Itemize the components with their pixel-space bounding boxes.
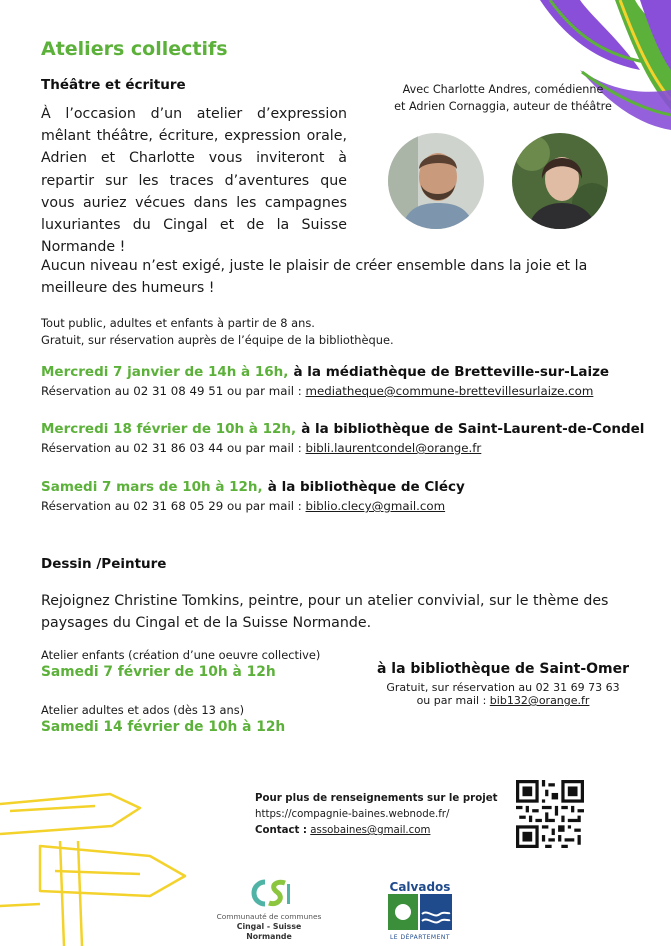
theatre-note: Aucun niveau n’est exigé, juste le plaisir de créer ensemble dans la joie et la meilleure des humeurs ! [41, 258, 588, 296]
ados-date: Samedi 14 février de 10h à 12h [41, 719, 286, 735]
session-place: à la bibliothèque de Saint-Laurent-de-Condel [301, 421, 645, 437]
logo-calvados [385, 880, 455, 941]
photo-charlotte [512, 133, 608, 229]
atelier-enfants [41, 647, 320, 680]
public-info [41, 315, 394, 349]
saint-omer-resa-2: ou par mail : [416, 694, 487, 707]
theatre-intro: À l’occasion d’un atelier d’expression mêlant théâtre, écriture, expression orale, Adrien et Charlotte vous inviteront à repartir sur les traces d’aventures que vous auriez vécues dans les campagnes luxuriantes du Cingal et de la Suisse Normande ! [41, 106, 347, 256]
session-place: à la bibliothèque de Clécy [267, 479, 465, 495]
cingal-line-2: Cingal - Suisse Normande [236, 922, 302, 941]
dessin-title: Dessin /Peinture [41, 556, 167, 572]
qr-code[interactable] [516, 780, 584, 848]
saint-omer-block [368, 661, 638, 707]
session-mail-link[interactable]: bibli.laurentcondel@orange.fr [305, 441, 482, 455]
leaves-decoration [520, 0, 671, 140]
public-line-2: Gratuit, sur réservation auprès de l’équipe de la bibliothèque. [41, 333, 394, 347]
caption-line-1: Avec Charlotte Andres, comédienne [402, 83, 604, 96]
session-3 [41, 476, 465, 513]
session-date: Samedi 7 mars de 10h à 12h, [41, 479, 263, 495]
session-mail-link[interactable]: biblio.clecy@gmail.com [305, 499, 446, 513]
public-line-1: Tout public, adultes et enfants à partir de 8 ans. [41, 316, 315, 330]
enfants-label: Atelier enfants (création d’une oeuvre collective) [41, 648, 321, 662]
info-url[interactable]: https://compagnie-baines.webnode.fr/ [255, 809, 450, 820]
page-title: Ateliers collectifs [41, 38, 228, 60]
info-title: Pour plus de renseignements sur le projet [255, 793, 498, 804]
calvados-name: Calvados [389, 880, 451, 894]
photo-adrien [388, 133, 484, 229]
ados-label: Atelier adultes et ados (dès 13 ans) [41, 703, 245, 717]
atelier-ados [41, 702, 285, 735]
contact-label: Contact : [255, 825, 308, 836]
dessin-intro: Rejoignez Christine Tomkins, peintre, pour un atelier convivial, sur le thème des paysages du Cingal et de la Suisse Normande. [41, 593, 609, 631]
caption-line-2: et Adrien Cornaggia, auteur de théâtre [394, 100, 612, 113]
session-place: à la médiathèque de Bretteville-sur-Laize [293, 364, 610, 380]
theatre-title: Théâtre et écriture [41, 77, 186, 93]
session-date: Mercredi 18 février de 10h à 12h, [41, 421, 297, 437]
cingal-logo-mark [247, 878, 291, 908]
cingal-line-1: Communauté de communes [216, 912, 322, 921]
session-resa: Réservation au 02 31 68 05 29 ou par mail : [41, 499, 302, 513]
photo-caption [388, 81, 618, 115]
calvados-emblem [388, 894, 452, 930]
contact-mail-link[interactable]: assobaines@gmail.com [310, 825, 431, 836]
session-1 [41, 361, 609, 398]
signpost-decoration [0, 786, 205, 946]
calvados-sub: LE DÉPARTEMENT [389, 934, 451, 941]
session-date: Mercredi 7 janvier de 14h à 16h, [41, 364, 289, 380]
session-mail-link[interactable]: mediatheque@commune-brettevillesurlaize.com [305, 384, 594, 398]
saint-omer-resa: Gratuit, sur réservation au 02 31 69 73 63 [386, 681, 620, 694]
saint-omer-mail-link[interactable]: bib132@orange.fr [489, 694, 590, 707]
enfants-date: Samedi 7 février de 10h à 12h [41, 664, 276, 680]
session-resa: Réservation au 02 31 08 49 51 ou par mail : [41, 384, 302, 398]
logo-cingal [214, 878, 324, 942]
footer-info [255, 791, 497, 839]
session-2 [41, 418, 644, 455]
saint-omer-place: à la bibliothèque de Saint-Omer [376, 661, 630, 677]
session-resa: Réservation au 02 31 86 03 44 ou par mail : [41, 441, 302, 455]
